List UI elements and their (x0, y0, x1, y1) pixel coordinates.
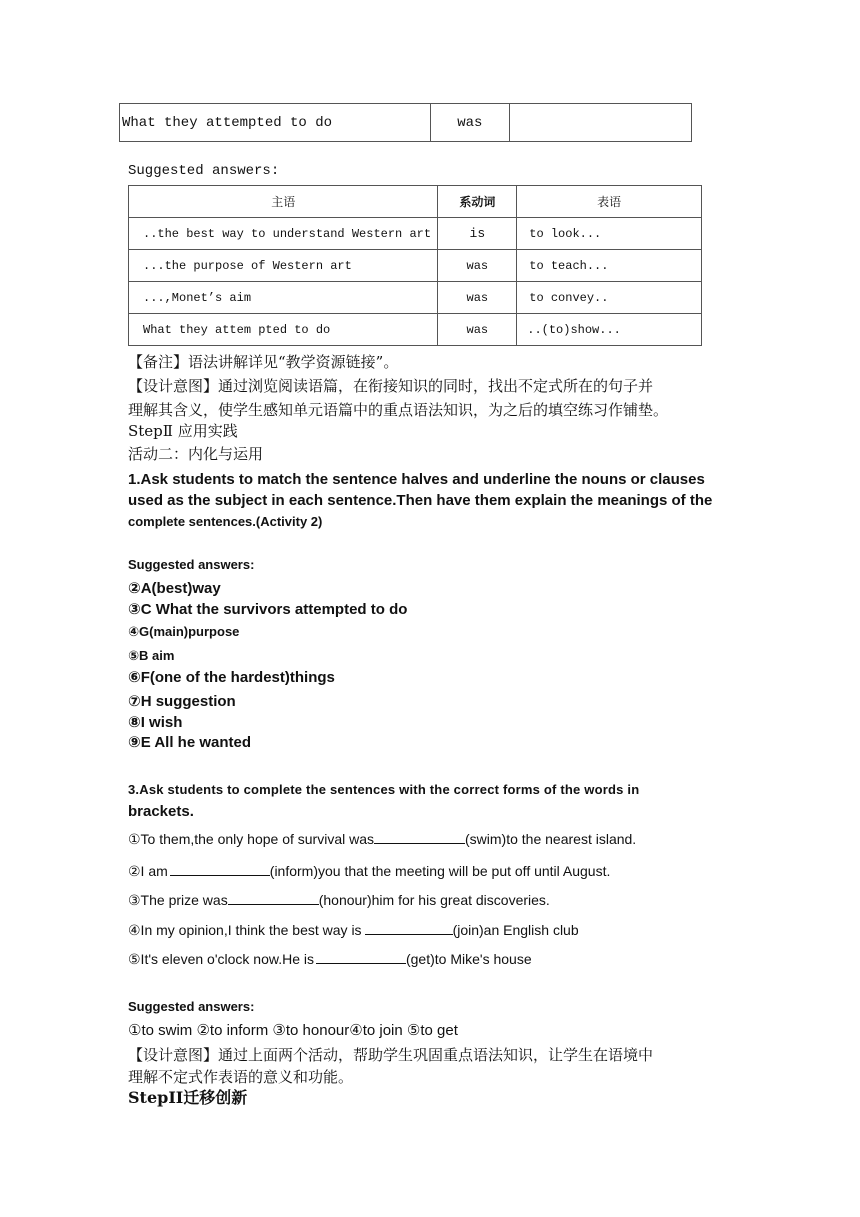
cell-subject: What they attempted to do (120, 104, 431, 142)
cell-predicative (510, 104, 692, 142)
task-1-line-2: used as the subject in each sentence.Then have them explain the meanings of the (128, 492, 713, 509)
exercise-sentence (128, 920, 579, 939)
answer-blank[interactable] (170, 861, 270, 876)
cell-subject: ..the best way to understand Western art (129, 218, 438, 250)
table-row (129, 250, 702, 282)
note-text: 【备注】语法讲解详见“教学资源链接”。 (128, 353, 399, 371)
answer-blank[interactable] (316, 949, 406, 964)
suggested-answers-label: Suggested answers: (128, 163, 280, 179)
header-verb: 系动词 (438, 186, 517, 218)
task-1-line-3: complete sentences.(Activity 2) (128, 514, 323, 529)
design-intent-line-1: 【设计意图】通过浏览阅读语篇，在衔接知识的同时，找出不定式所在的句子并 (128, 377, 654, 395)
exercise-sentence (128, 949, 532, 968)
suggested-answers-label: Suggested answers: (128, 999, 255, 1014)
header-predicative: 表语 (517, 186, 702, 218)
table-row (129, 218, 702, 250)
cell-verb: was (438, 282, 517, 314)
exercise-sentence (128, 890, 550, 909)
table-row (129, 282, 702, 314)
cell-verb: was (438, 250, 517, 282)
sentence-after: (inform)you that the meeting will be put off until August. (269, 863, 611, 879)
grammar-table (128, 185, 702, 346)
step-3-heading: StepⅠⅠ迁移创新 (128, 1088, 248, 1107)
answers-line: ①to swim ②to inform ③to honour④to join ⑤to get (128, 1022, 458, 1039)
cell-subject: What they attem pted to do (129, 314, 438, 346)
sentence-after: (honour)him for his great discoveries. (318, 892, 550, 908)
answer-item: ⑨E All he wanted (128, 734, 251, 751)
sentence-before: ⑤It's eleven o'clock now.He is (128, 951, 314, 967)
task-3-line-2: brackets. (128, 803, 194, 820)
sentence-after: (join)an English club (452, 922, 579, 938)
cell-verb: was (430, 104, 510, 142)
answer-item: ⑦H suggestion (128, 693, 236, 710)
step-2-heading: StepⅡ 应用实践 (128, 422, 238, 440)
answer-item: ③C What the survivors attempted to do (128, 601, 408, 618)
table-continuation (119, 103, 692, 142)
answer-blank[interactable] (228, 890, 319, 905)
cell-verb: is (438, 218, 517, 250)
activity-2-heading: 活动二：内化与运用 (128, 445, 264, 463)
sentence-before: ③The prize was (128, 892, 228, 908)
sentence-before: ①To them,the only hope of survival was (128, 831, 375, 847)
sentence-before: ②I am (128, 863, 168, 879)
answer-item: ⑥F(one of the hardest)things (128, 669, 335, 686)
table-row (129, 314, 702, 346)
answer-item: ⑤B aim (128, 648, 175, 663)
task-3-line-1: 3.Ask students to complete the sentences with the correct forms of the words in (128, 782, 640, 797)
answer-blank[interactable] (365, 920, 453, 935)
sentence-after: (get)to Mike's house (405, 951, 532, 967)
task-1-line-1: 1.Ask students to match the sentence halves and underline the nouns or clauses (128, 471, 705, 488)
design-intent-line-2: 理解其含义，使学生感知单元语篇中的重点语法知识，为之后的填空练习作铺垫。 (128, 401, 669, 419)
answer-blank[interactable] (374, 829, 465, 844)
cell-predicative: to teach... (517, 250, 702, 282)
cell-verb: was (438, 314, 517, 346)
design-intent-line-2: 理解不定式作表语的意义和功能。 (128, 1068, 354, 1086)
cell-predicative: to look... (517, 218, 702, 250)
suggested-answers-label: Suggested answers: (128, 557, 255, 572)
sentence-after: (swim)to the nearest island. (465, 831, 637, 847)
answer-item: ②A(best)way (128, 580, 221, 597)
table-row (120, 104, 692, 142)
table-header-row (129, 186, 702, 218)
header-subject: 主语 (129, 186, 438, 218)
exercise-sentence (128, 861, 610, 880)
answer-item: ④G(main)purpose (128, 624, 240, 639)
sentence-before: ④In my opinion,I think the best way is (128, 922, 362, 938)
cell-predicative: ..(to)show... (517, 314, 702, 346)
cell-subject: ...,Monet’s aim (129, 282, 438, 314)
exercise-sentence (128, 829, 636, 848)
cell-predicative: to convey.. (517, 282, 702, 314)
design-intent-line-1: 【设计意图】通过上面两个活动，帮助学生巩固重点语法知识，让学生在语境中 (128, 1046, 654, 1064)
cell-subject: ...the purpose of Western art (129, 250, 438, 282)
answer-item: ⑧I wish (128, 714, 183, 731)
